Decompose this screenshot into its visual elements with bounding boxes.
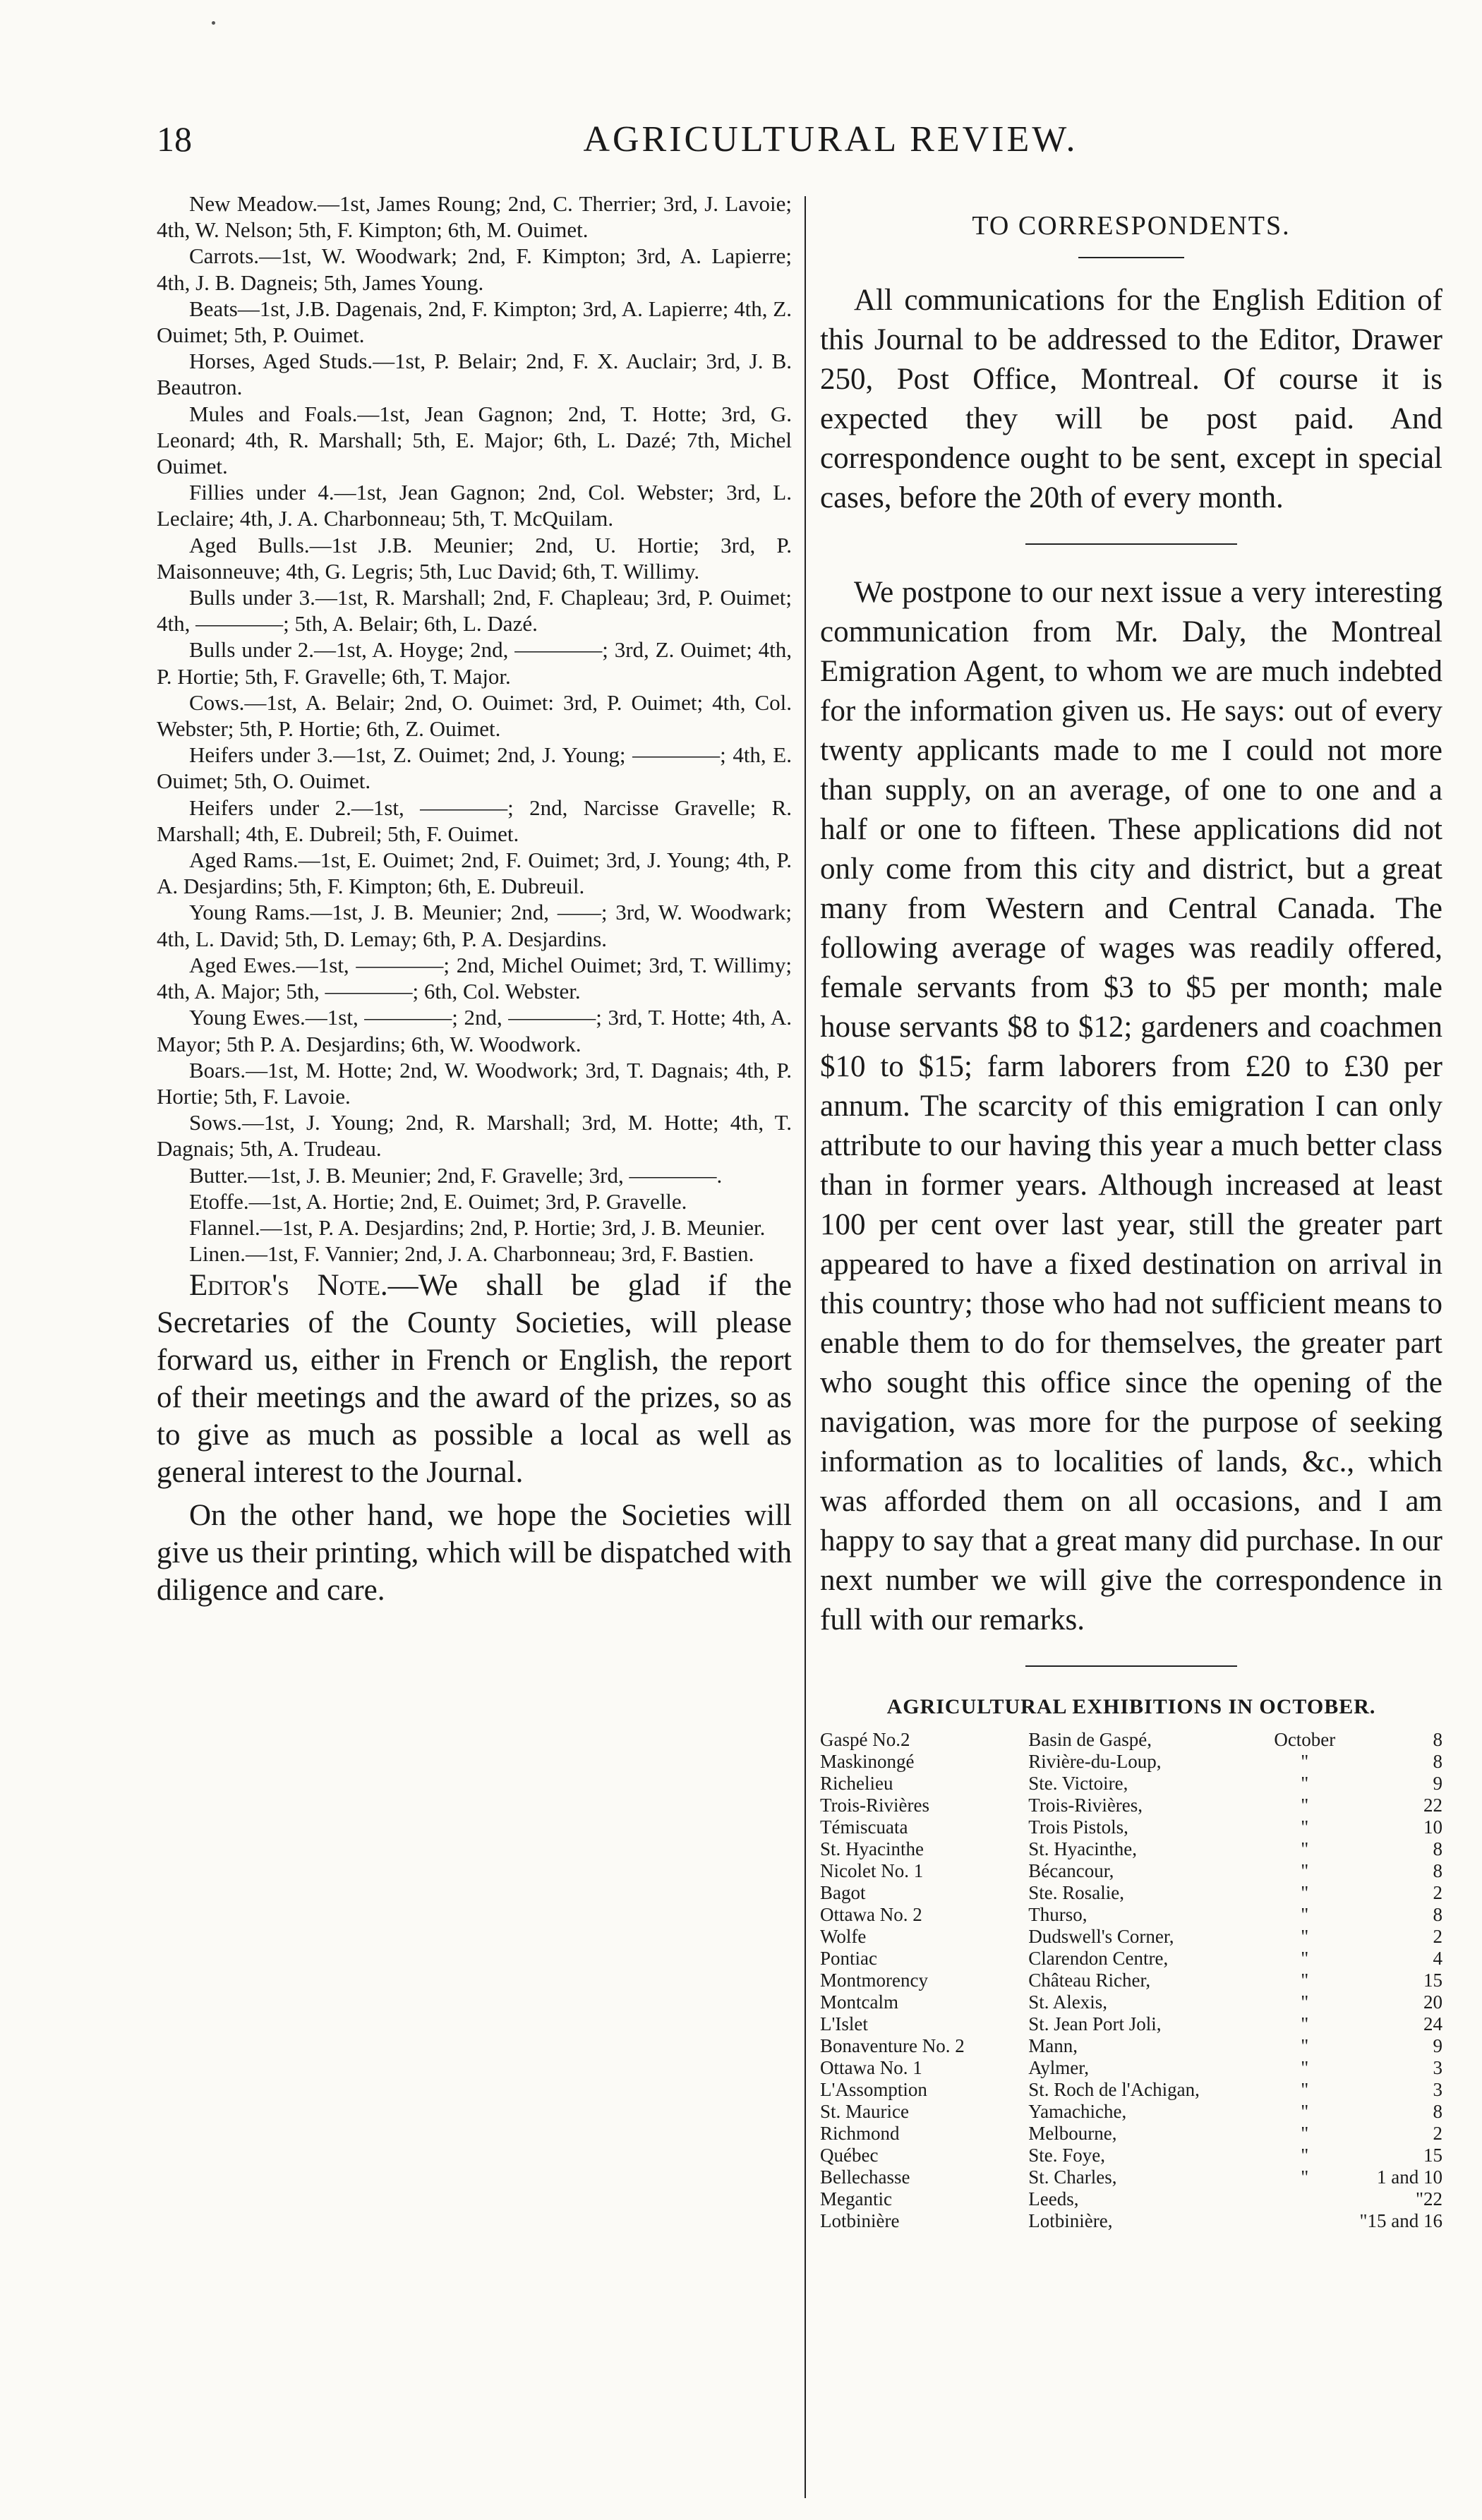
prize-entry: Fillies under 4.—1st, Jean Gagnon; 2nd, Col. Webster; 3rd, L. Leclaire; 4th, J. A. Charbonneau; 5th, T. McQuilam. (157, 480, 792, 531)
exhibition-month: " (1301, 1970, 1309, 1991)
exhibition-month: " (1301, 1860, 1309, 1881)
exhibition-place: St. Hyacinthe, (1028, 1838, 1138, 1859)
prize-entry: Bulls under 2.—1st, A. Hoyge; 2nd, ————; 3rd, Z. Ouimet; 4th, P. Hortie; 5th, F. Gravelle; 6th, T. Major. (157, 637, 792, 689)
exhibition-society: Québec (820, 2145, 879, 2166)
exhibition-society: Montmorency (820, 1970, 928, 1991)
exhibition-society: L'Islet (820, 2013, 868, 2034)
right-column (820, 191, 1442, 2232)
exhibition-row (820, 1838, 1442, 1860)
exhibition-month: " (1301, 1751, 1309, 1772)
exhibition-place: Rivière-du-Loup, (1028, 1751, 1162, 1772)
exhibition-row (820, 1948, 1442, 1970)
exhibition-day: 1 and 10 (1377, 2166, 1442, 2188)
heading-rule (1078, 257, 1184, 258)
exhibition-day: 3 (1433, 2057, 1442, 2078)
exhibition-society: St. Maurice (820, 2101, 909, 2122)
exhibition-month: " (1301, 2123, 1309, 2144)
exhibition-month: " (1301, 1904, 1309, 1925)
prize-entry: Butter.—1st, J. B. Meunier; 2nd, F. Gravelle; 3rd, ————. (189, 1162, 723, 1188)
exhibitions-table (820, 1729, 1442, 2232)
exhibition-society: Richmond (820, 2123, 900, 2144)
exhibition-place: Ste. Victoire, (1028, 1773, 1128, 1794)
exhibition-society: Ottawa No. 1 (820, 2057, 922, 2078)
exhibition-day: "15 and 16 (1359, 2210, 1442, 2231)
prize-entry: Heifers under 3.—1st, Z. Ouimet; 2nd, J. Young; ————; 4th, E. Ouimet; 5th, O. Ouimet. (157, 742, 792, 794)
exhibition-day: 10 (1423, 1816, 1442, 1838)
prize-entry: Etoffe.—1st, A. Hortie; 2nd, E. Ouimet; 3rd, P. Gravelle. (189, 1188, 687, 1214)
exhibition-row (820, 1904, 1442, 1926)
closing-paragraph: On the other hand, we hope the Societies will give us their printing, which will be dispatched with diligence and care. (157, 1499, 792, 1608)
exhibition-day: 2 (1433, 2123, 1442, 2144)
exhibition-society: Bagot (820, 1882, 866, 1903)
exhibition-place: Leeds, (1028, 2188, 1079, 2209)
page-number: 18 (157, 119, 192, 159)
prize-entry: Bulls under 3.—1st, R. Marshall; 2nd, F. Chapleau; 3rd, P. Ouimet; 4th, ————; 5th, A. Belair; 6th, L. Dazé. (157, 585, 792, 637)
exhibition-day: 8 (1433, 1904, 1442, 1925)
exhibition-society: Montcalm (820, 1991, 898, 2013)
exhibition-society: St. Hyacinthe (820, 1838, 924, 1859)
exhibition-place: Thurso, (1028, 1904, 1088, 1925)
exhibition-month: " (1301, 1816, 1309, 1838)
prize-entry: Horses, Aged Studs.—1st, P. Belair; 2nd, F. X. Auclair; 3rd, J. B. Beautron. (157, 349, 792, 400)
exhibition-month: " (1301, 1795, 1309, 1816)
exhibition-month (1250, 2188, 1359, 2210)
prize-entry: Young Rams.—1st, J. B. Meunier; 2nd, ——; 3rd, W. Woodwark; 4th, L. David; 5th, D. Lemay; 6th, P. A. Desjardins. (157, 900, 792, 951)
correspondents-heading: TO CORRESPONDENTS. (972, 211, 1291, 241)
exhibition-place: St. Alexis, (1028, 1991, 1108, 2013)
prize-entry: Boars.—1st, M. Hotte; 2nd, W. Woodwork; 3rd, T. Dagnais; 4th, P. Hortie; 5th, F. Lavoie. (157, 1057, 792, 1109)
exhibition-month: " (1301, 1882, 1309, 1903)
prize-entry: Heifers under 2.—1st, ————; 2nd, Narcisse Gravelle; R. Marshall; 4th, E. Dubreil; 5th, F. Ouimet. (157, 795, 792, 846)
exhibition-place: Ste. Rosalie, (1028, 1882, 1125, 1903)
column-divider (805, 196, 806, 2498)
exhibition-society: Richelieu (820, 1773, 893, 1794)
exhibition-society: Nicolet No. 1 (820, 1860, 924, 1881)
exhibition-row (820, 2166, 1442, 2188)
exhibition-month: " (1301, 2145, 1309, 2166)
exhibition-day: 15 (1423, 2145, 1442, 2166)
exhibition-place: Aylmer, (1028, 2057, 1089, 2078)
exhibition-month (1250, 2210, 1359, 2232)
prize-entry: Carrots.—1st, W. Woodwark; 2nd, F. Kimpton; 3rd, A. Lapierre; 4th, J. B. Dagneis; 5th, James Young. (157, 243, 792, 295)
exhibition-row (820, 2057, 1442, 2079)
exhibition-month: " (1301, 2035, 1309, 2056)
editors-note-text: —We shall be glad if the Secretaries of the County Societies, will please forward us, either in French or English, the report of their meetings and the award of the prizes, so as to give as much as possible a local as well as general interest to the Journal. (157, 1269, 792, 1490)
exhibition-place: Mann, (1028, 2035, 1078, 2056)
exhibition-month: " (1301, 2057, 1309, 2078)
prize-entry: Aged Ewes.—1st, ————; 2nd, Michel Ouimet; 3rd, T. Willimy; 4th, A. Major; 5th, ————; 6th, Col. Webster. (157, 952, 792, 1004)
exhibition-place: Bécancour, (1028, 1860, 1114, 1881)
exhibition-society: L'Assomption (820, 2079, 927, 2100)
prize-entry: Linen.—1st, F. Vannier; 2nd, J. A. Charbonneau; 3rd, F. Bastien. (189, 1241, 754, 1267)
exhibition-society: Gaspé No.2 (820, 1729, 910, 1750)
exhibition-month: " (1301, 1838, 1309, 1859)
exhibition-society: Megantic (820, 2188, 892, 2209)
exhibition-month: " (1301, 1926, 1309, 1947)
exhibition-row (820, 1729, 1442, 1751)
exhibition-day: 8 (1433, 1729, 1442, 1750)
exhibition-month: " (1301, 2079, 1309, 2100)
prize-entry: Aged Rams.—1st, E. Ouimet; 2nd, F. Ouimet; 3rd, J. Young; 4th, P. A. Desjardins; 5th, F. Kimpton; 6th, E. Dubreuil. (157, 848, 792, 899)
exhibition-row (820, 2123, 1442, 2145)
exhibition-day: 9 (1433, 2035, 1442, 2056)
exhibition-society: Ottawa No. 2 (820, 1904, 922, 1925)
editors-note (157, 1267, 792, 1491)
exhibition-row (820, 1816, 1442, 1838)
exhibition-row (820, 2210, 1442, 2232)
exhibition-place: Basin de Gaspé, (1028, 1729, 1152, 1750)
exhibitions-heading: AGRICULTURAL EXHIBITIONS IN OCTOBER. (886, 1695, 1376, 1718)
exhibition-row (820, 2079, 1442, 2101)
prize-entry: Young Ewes.—1st, ————; 2nd, ————; 3rd, T. Hotte; 4th, A. Mayor; 5th P. A. Desjardins; 6th, W. Woodwork. (157, 1005, 792, 1056)
exhibition-row (820, 1860, 1442, 1882)
prize-list (157, 191, 792, 1267)
exhibition-place: Yamachiche, (1028, 2101, 1127, 2122)
exhibition-society: Bellechasse (820, 2166, 910, 2188)
section-rule (1025, 543, 1237, 545)
exhibition-month: " (1301, 2101, 1309, 2122)
correspondents-notice: All communications for the English Edition of this Journal to be addressed to the Editor, Drawer 250, Post Office, Montreal. Of course it is expected they will be post paid. And correspondence ought to be sent, except in special cases, before the 20th of every month. (820, 284, 1442, 514)
exhibition-place: Dudswell's Corner, (1028, 1926, 1174, 1947)
exhibition-month: " (1301, 2166, 1309, 2188)
exhibition-row (820, 2188, 1442, 2210)
exhibition-day: "22 (1415, 2188, 1442, 2209)
exhibition-society: Trois-Rivières (820, 1795, 930, 1816)
exhibition-row (820, 1795, 1442, 1816)
exhibition-day: 4 (1433, 1948, 1442, 1969)
prize-entry: Flannel.—1st, P. A. Desjardins; 2nd, P. Hortie; 3rd, J. B. Meunier. (189, 1214, 766, 1240)
exhibition-day: 2 (1433, 1882, 1442, 1903)
exhibition-place: Château Richer, (1028, 1970, 1151, 1991)
exhibition-place: Trois Pistols, (1028, 1816, 1128, 1838)
exhibition-row (820, 1882, 1442, 1904)
exhibition-month: October (1274, 1729, 1336, 1750)
exhibition-day: 3 (1433, 2079, 1442, 2100)
stray-mark (212, 21, 215, 25)
exhibition-month: " (1301, 1948, 1309, 1969)
exhibition-day: 8 (1433, 1860, 1442, 1881)
prize-entry: Aged Bulls.—1st J.B. Meunier; 2nd, U. Hortie; 3rd, P. Maisonneuve; 4th, G. Legris; 5th, Luc David; 6th, T. Willimy. (157, 532, 792, 584)
exhibition-society: Wolfe (820, 1926, 867, 1947)
exhibition-row (820, 1926, 1442, 1948)
exhibition-day: 15 (1423, 1970, 1442, 1991)
prize-entry: Sows.—1st, J. Young; 2nd, R. Marshall; 3rd, M. Hotte; 4th, T. Dagnais; 5th, A. Trudeau. (157, 1110, 792, 1162)
exhibition-place: Melbourne, (1028, 2123, 1117, 2144)
exhibition-row (820, 1751, 1442, 1773)
exhibition-day: 9 (1433, 1773, 1442, 1794)
exhibition-row (820, 1970, 1442, 1991)
exhibition-place: St. Jean Port Joli, (1028, 2013, 1162, 2034)
exhibition-place: Ste. Foye, (1028, 2145, 1106, 2166)
emigration-paragraph: We postpone to our next issue a very interesting communication from Mr. Daly, the Montreal Emigration Agent, to whom we are much indebted for the information given us. He says: out of every twenty applicants made to me I could not more than supply, on an average, of one to one and a half or one to fifteen. These applications did not only come from this city and district, but a great many from Western and Central Canada. The following average of wages was readily offered, female servants from $3 to $5 per month; male house servants $8 to $12; gardeners and coachmen $10 to $15; farm laborers from £20 to £30 per annum. The scarcity of this emigration I can only attribute to our having this year a much better class than in former years. Although increased at least 100 per cent over last year, still the greater part appeared to have a fixed destination on arrival in this country; those who had not sufficient means to enable them to do for themselves, the greater part who sought this office since the opening of the navigation, was more for the purpose of seeking information as to localities of lands, &c., which was afforded them on all occasions, and I am happy to say that a great many did purchase. In our next number we will give the correspondence in full with our remarks. (820, 576, 1442, 1636)
exhibition-society: Maskinongé (820, 1751, 915, 1772)
exhibition-row (820, 1773, 1442, 1795)
section-rule (1025, 1665, 1237, 1667)
prize-entry: New Meadow.—1st, James Roung; 2nd, C. Therrier; 3rd, J. Lavoie; 4th, W. Nelson; 5th, F. Kimpton; 6th, M. Ouimet. (157, 191, 792, 243)
exhibition-day: 8 (1433, 1751, 1442, 1772)
prize-entry: Cows.—1st, A. Belair; 2nd, O. Ouimet: 3rd, P. Ouimet; 4th, Col. Webster; 5th, P. Hortie; 6th, Z. Ouimet. (157, 689, 792, 742)
exhibition-row (820, 2145, 1442, 2166)
exhibition-society: Témiscuata (820, 1816, 908, 1838)
exhibition-month: " (1301, 1991, 1309, 2013)
left-column (157, 191, 792, 1609)
exhibition-row (820, 2035, 1442, 2057)
exhibition-place: St. Charles, (1028, 2166, 1117, 2188)
exhibition-day: 2 (1433, 1926, 1442, 1947)
page-header (157, 99, 1448, 162)
exhibition-row (820, 2101, 1442, 2123)
editors-note-label: Editor's Note. (189, 1269, 388, 1303)
exhibition-place: Clarendon Centre, (1028, 1948, 1169, 1969)
prize-entry: Mules and Foals.—1st, Jean Gagnon; 2nd, T. Hotte; 3rd, G. Leonard; 4th, R. Marshall; 5th, E. Major; 6th, L. Dazé; 7th, Michel Ouimet. (157, 401, 792, 479)
exhibition-day: 22 (1423, 1795, 1442, 1816)
exhibition-society: Lotbinière (820, 2210, 900, 2231)
exhibition-place: St. Roch de l'Achigan, (1028, 2079, 1200, 2100)
running-title: AGRICULTURAL REVIEW. (583, 119, 1078, 159)
exhibition-day: 20 (1423, 1991, 1442, 2013)
exhibition-day: 8 (1433, 1838, 1442, 1859)
exhibition-row (820, 1991, 1442, 2013)
exhibition-day: 24 (1423, 2013, 1442, 2034)
exhibition-place: Lotbinière, (1028, 2210, 1113, 2231)
exhibition-row (820, 2013, 1442, 2035)
exhibition-month: " (1301, 1773, 1309, 1794)
exhibition-month: " (1301, 2013, 1309, 2034)
exhibition-place: Trois-Rivières, (1028, 1795, 1143, 1816)
exhibition-society: Pontiac (820, 1948, 877, 1969)
exhibition-day: 8 (1433, 2101, 1442, 2122)
exhibition-society: Bonaventure No. 2 (820, 2035, 965, 2056)
prize-entry: Beats—1st, J.B. Dagenais, 2nd, F. Kimpton; 3rd, A. Lapierre; 4th, Z. Ouimet; 5th, P. Ouimet. (157, 296, 792, 348)
